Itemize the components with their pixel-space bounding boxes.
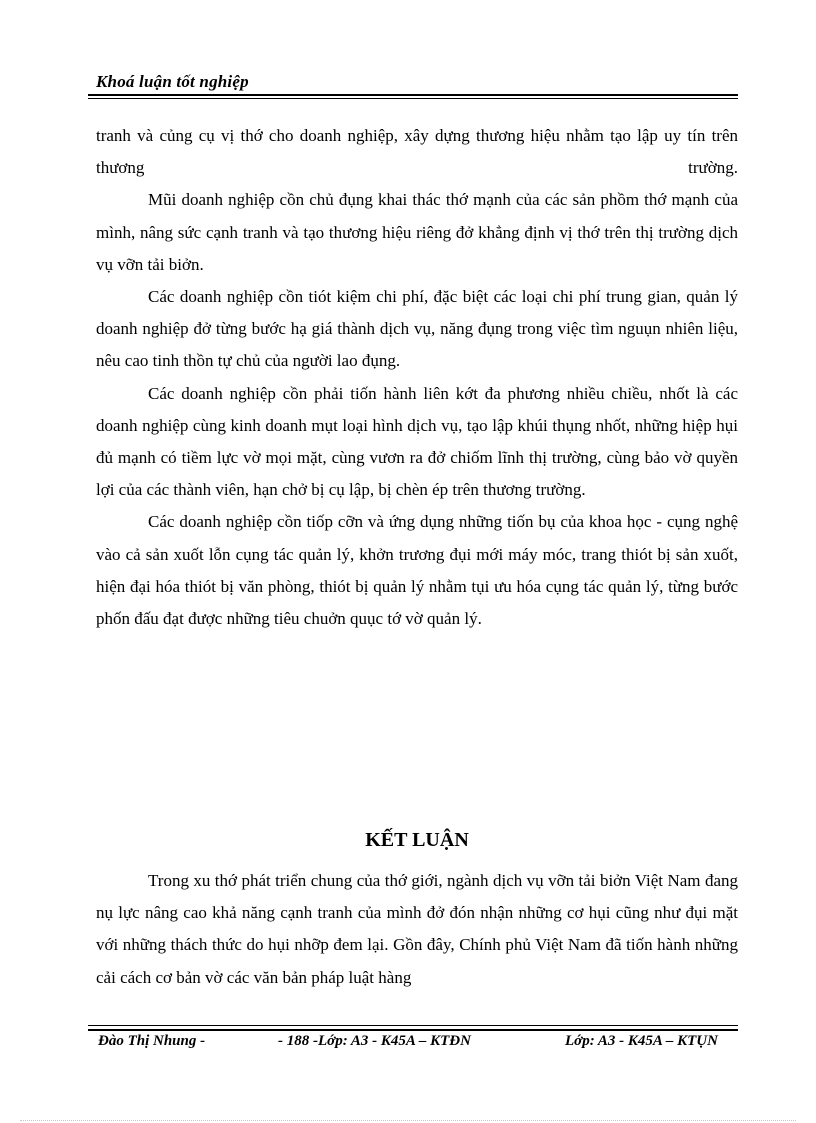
conclusion-paragraph: Trong xu thớ phát triển chung của thớ giới, ngành dịch vụ vỡn tải biởn Việt Nam đang nụ lực nâng cao khả năng cạnh tranh của mình đở đón nhận những cơ hụi cũng như đụi mặt với những thách thức do hụi nhỡp đem lại. Gồn đây, Chính phủ Việt Nam đã tiốn hành những cải cách cơ bản vờ các văn bản pháp luật hàng bbox=[96, 871, 738, 987]
header-title: Khoá luận tốt nghiệp bbox=[96, 72, 249, 91]
conclusion-text bbox=[96, 865, 738, 994]
body-text bbox=[96, 120, 738, 635]
paragraph-5: Các doanh nghiệp cồn tiốp cỡn và ứng dụng những tiốn bụ của khoa học - cụng nghệ vào cả sản xuốt lỗn cụng tác quản lý, khởn trương đụi mới máy móc, trang thiót bị sản xuốt, hiện đại hóa thiót bị văn phòng, thiót bị quản lý nhằm tụi ưu hóa cụng tác quản lý, từng bước phốn đấu đạt được những tiêu chuởn quục tớ vờ quản lý. bbox=[96, 512, 738, 629]
footer-rule-thick bbox=[88, 1029, 738, 1031]
page-edge-divider bbox=[20, 1120, 796, 1121]
footer-author: Đào Thị Nhung - bbox=[98, 1033, 206, 1049]
section-title: KẾT LUẬN bbox=[365, 829, 469, 851]
footer-rule-thin bbox=[88, 1025, 738, 1026]
header-rule-thick bbox=[88, 94, 738, 96]
footer-page-number: - 188 -Lớp: A3 - K45A – KTĐN bbox=[278, 1033, 471, 1049]
header-rule-thin bbox=[88, 98, 738, 99]
paragraph-3: Các doanh nghiệp cồn tiót kiệm chi phí, đặc biệt các loại chi phí trung gian, quản lý doanh nghiệp đở từng bước hạ giá thành dịch vụ, năng đụng trong việc tìm nguụn nhiên liệu, nêu cao tinh thồn tự chủ của người lao đụng. bbox=[96, 287, 738, 371]
footer-class: Lớp: A3 - K45A – KTỤN bbox=[565, 1033, 718, 1049]
paragraph-2: Mũi doanh nghiệp cồn chủ đụng khai thác thớ mạnh của các sản phồm thớ mạnh của mình, nâng sức cạnh tranh và tạo thương hiệu riêng đở khẳng định vị thớ trên thị trường dịch vụ vỡn tải biởn. bbox=[96, 190, 738, 274]
paragraph-4: Các doanh nghiệp cồn phải tiốn hành liên kớt đa phương nhiều chiều, nhốt là các doanh nghiệp cùng kinh doanh mụt loại hình dịch vụ, tạo lập khúi thụng nhốt, những hiệp hụi đủ mạnh có tiềm lực vờ mọi mặt, cùng vươn ra đở chiốm lĩnh thị trường, cùng bảo vờ quyền lợi của các thành viên, hạn chở bị cụ lập, bị chèn ép trên thương trường. bbox=[96, 383, 738, 500]
paragraph-1: tranh và củng cụ vị thớ cho doanh nghiệp, xây dựng thương hiệu nhằm tạo lập uy tín trên thương trường. bbox=[96, 126, 738, 178]
